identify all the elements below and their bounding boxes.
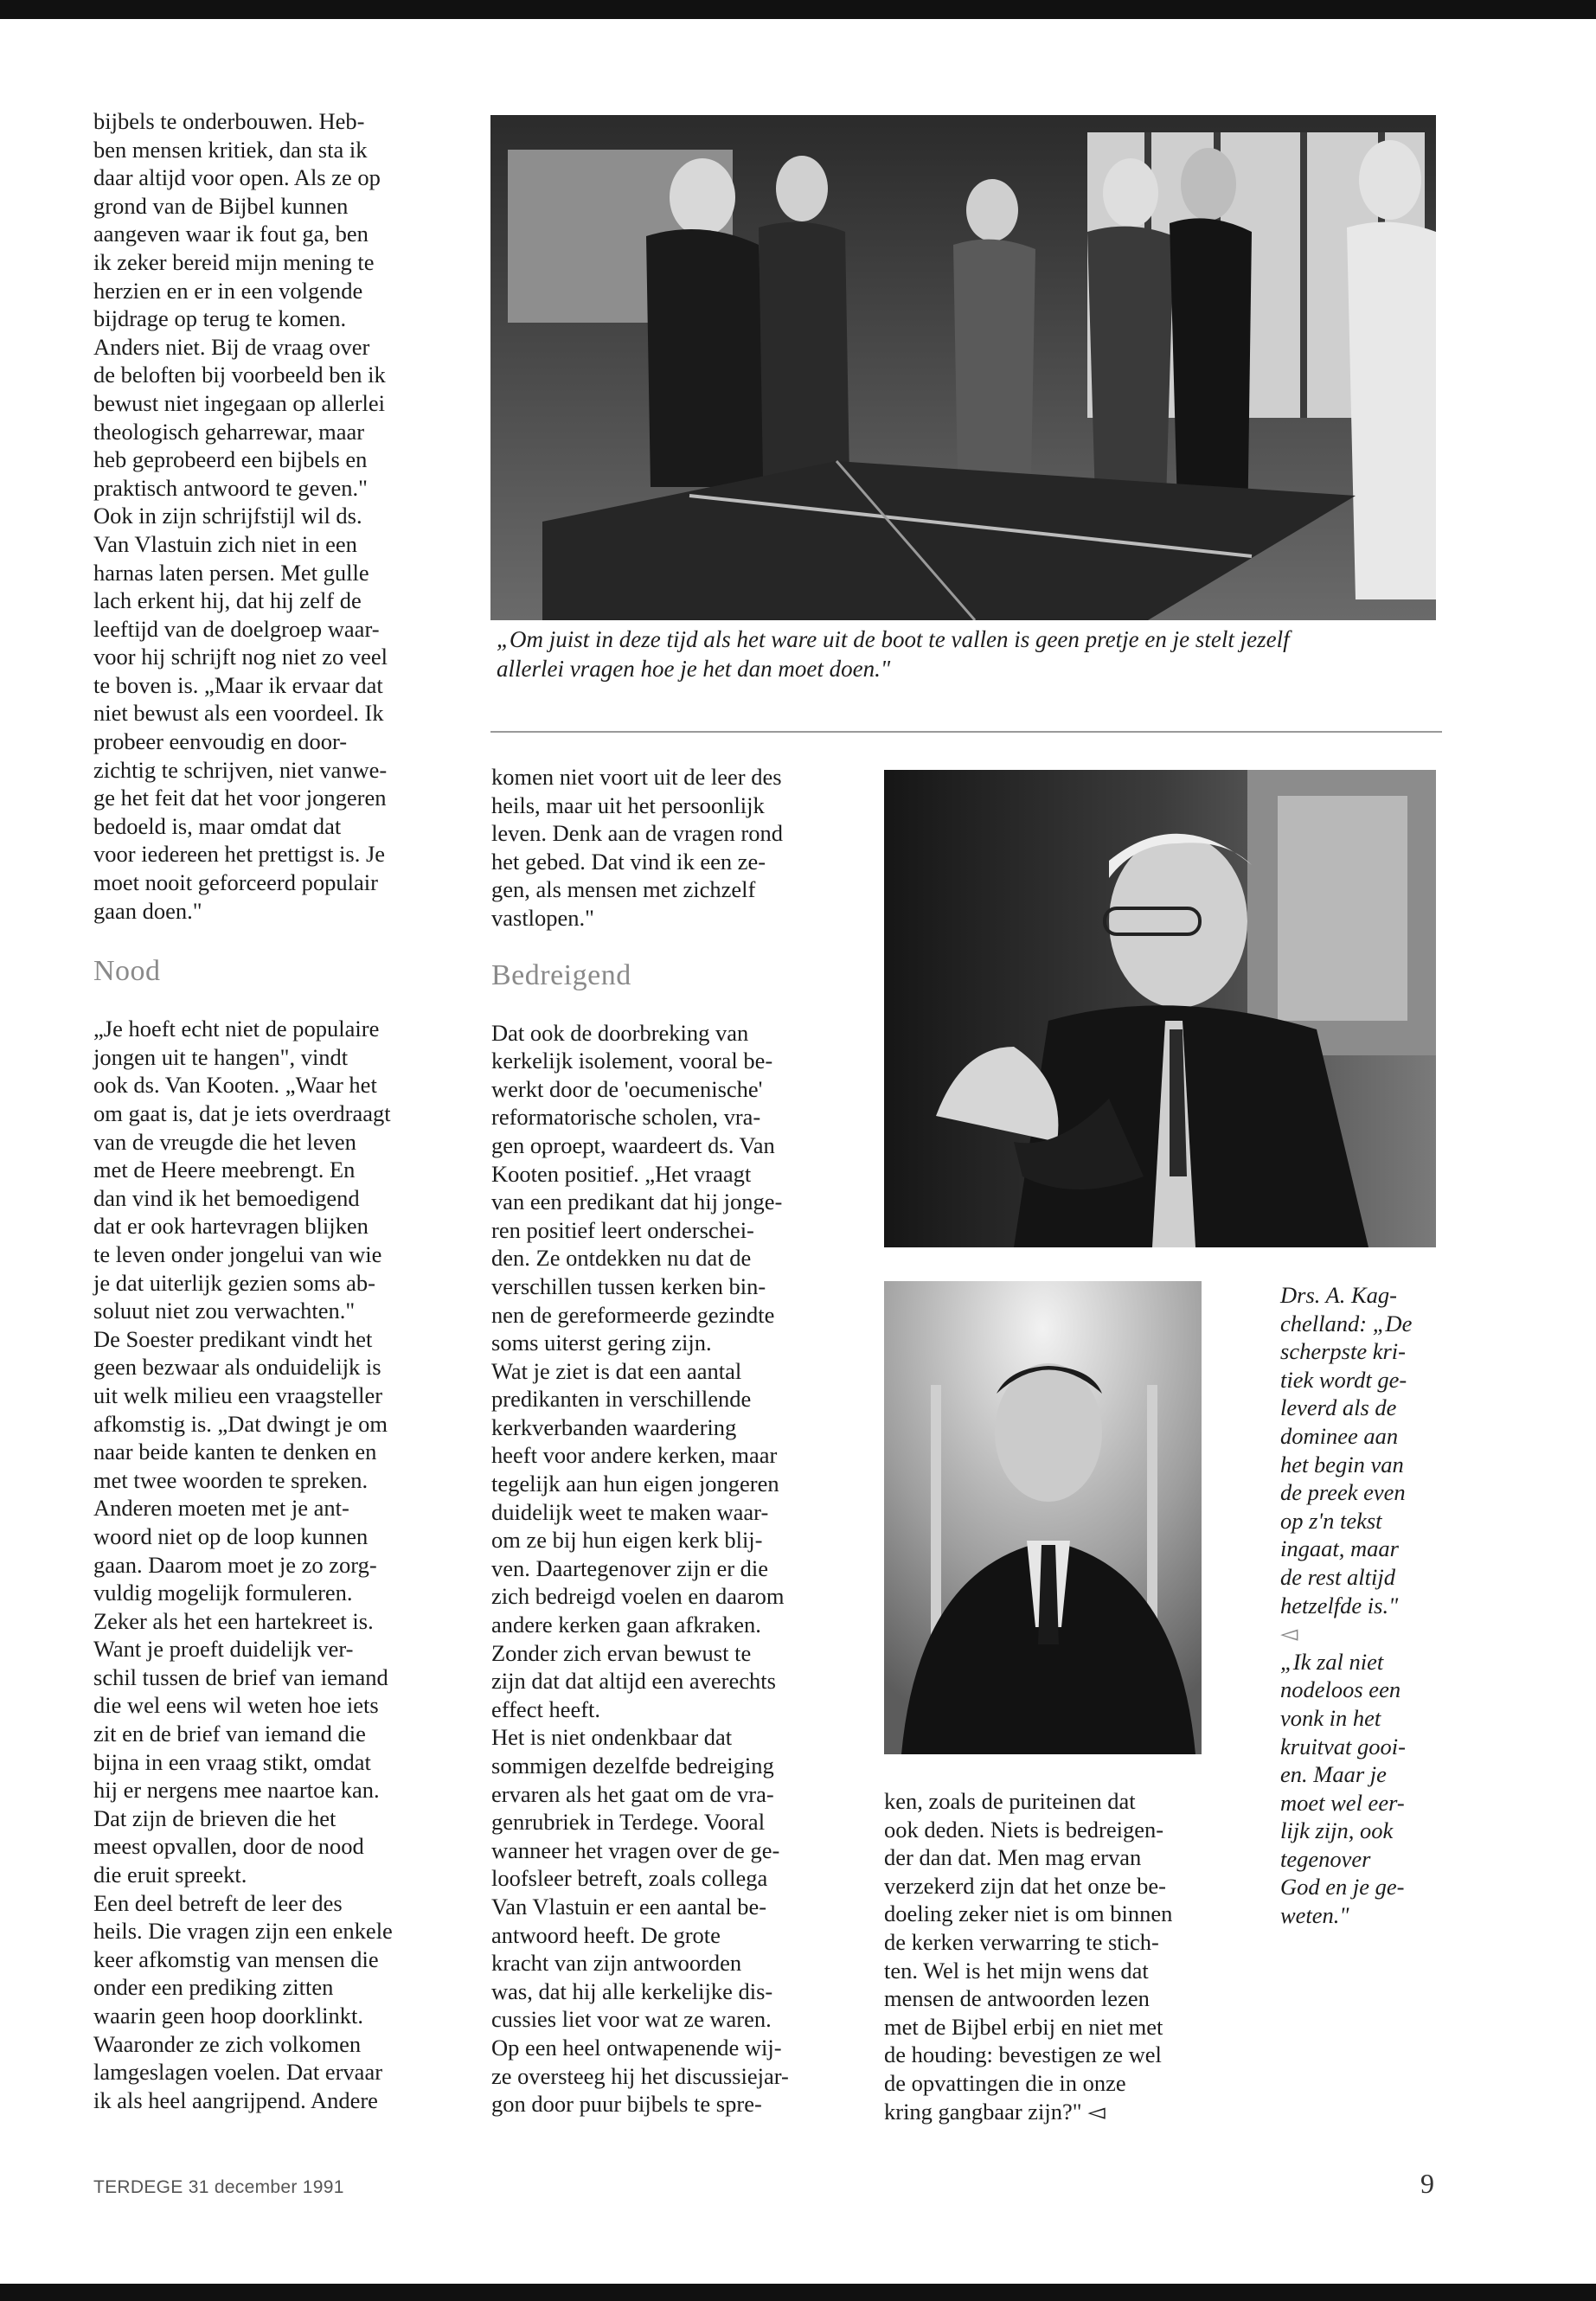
column-3-paragraph-1: ken, zoals de puriteinen dat ook deden. Niets is bedreigen- der dan dat. Men mag ervan verzekerd zijn dat het onze be- doeling zeker niet is om binnen de kerken verwarring te stich- ten. Wel is het mijn wens dat mensen de antwoorden lezen met de Bijbel erbij en niet met de houding: bevestigen ze wel de opvattingen die in onze kring gangbaar zijn?" ◅ xyxy=(884,1788,1173,2125)
heading-bedreigend: Bedreigend xyxy=(491,958,631,991)
column-1-paragraph-2: „Je hoeft echt niet de populaire jongen uit te hangen", vindt ook ds. Van Kooten. „Waar het om gaat is, dat je iets overdraagt van de vreugde die het leven met de Heere meebrengt. En dan vind ik het bemoedigend dat er ook hartevragen blijken te leven onder jongelui van wie je dat uiterlijk gezien soms ab- soluut niet zou verwachten." De Soester predikant vindt het geen bezwaar als onduidelijk is uit welk milieu een vraagsteller afkomstig is. „Dat dwingt je om naar beide kanten te denken en met twee woorden te spreken. Anderen moeten met je ant- woord niet op de loop kunnen gaan. Daarom moet je zo zorg- vuldig mogelijk formuleren. Zeker als het een hartekreet is. Want je proeft duidelijk ver- schil tussen de brief van iemand die wel eens wil weten hoe iets zit en de brief van iemand die bijna in een vraag stikt, omdat hij er nergens mee naartoe kan. Dat zijn de brieven die het meest opvallen, door de nood die eruit spreekt. Een deel betreft de leer des heils. Die vragen zijn een enkele keer afkomstig van mensen die onder een prediking zitten waarin geen hoop doorklinkt. Waaronder ze zich volkomen lamgeslagen voelen. Dat ervaar ik als heel aangrijpend. Andere xyxy=(93,1016,393,2113)
column-2-paragraph-2: Dat ook de doorbreking van kerkelijk isolement, vooral be- werkt door de 'oecumenische' reformatorische scholen, vra- gen oproept, waardeert ds. Van Kooten positief. „Het vraagt van een predikant dat hij jonge- ren positief leert onderschei- den. Ze ontdekken nu dat de verschillen tussen kerken bin- nen de gereformeerde gezindte soms uiterst gering zijn. Wat je ziet is dat een aantal predikanten in verschillende kerkverbanden waardering heeft voor andere kerken, maar tegelijk aan hun eigen jongeren duidelijk weet te maken waar- om ze bij hun eigen kerk blij- ven. Daartegenover zijn er die zich bedreigd voelen en daarom andere kerken gaan afkraken. Zonder zich ervan bewust te zijn dat dat altijd een averechts effect heeft. Het is niet ondenkbaar dat sommigen dezelfde bedreiging ervaren als het gaat om de vra- genrubriek in Terdege. Vooral wanneer het vragen over de ge- loofsleer betreft, zoals collega Van Vlastuin er een aantal be- antwoord heeft. De grote kracht van zijn antwoorden was, dat hij alle kerkelijke dis- cussies liet voor wat ze waren. Op een heel ontwapenende wij- ze oversteeg hij het discussiejar- gon door puur bijbels te spre- xyxy=(491,1019,789,2118)
sidebar-quote-kagchelland: Drs. A. Kag- chelland: „De scherpste kri- tiek wordt ge- leverd als de dominee aan het begin van de preek even op z'n tekst ingaat, maar de rest altijd hetzelfde is." xyxy=(1280,1282,1413,1618)
heading-nood: Nood xyxy=(93,955,161,988)
footer-publication: TERDEGE 31 december 1991 xyxy=(93,2177,344,2197)
page-number: 9 xyxy=(1420,2168,1434,2199)
photo-portrait xyxy=(884,1281,1202,1754)
column-1 xyxy=(93,107,455,2114)
sidebar-quotes xyxy=(1280,1281,1440,1930)
top-border xyxy=(0,0,1596,19)
column-1-paragraph-1: bijbels te onderbouwen. Heb- ben mensen kritiek, dan sta ik daar altijd voor open. Als ze op grond van de Bijbel kunnen aangeven waar ik fout ga, ben ik zeker bereid mijn mening te herzien en er in een volgende bijdrage op terug te komen. Anders niet. Bij de vraag over de beloften bij voorbeeld ben ik bewust niet ingegaan op allerlei theologisch geharrewar, maar heb geprobeerd een bijbels en praktisch antwoord te geven." Ook in zijn schrijfstijl wil ds. Van Vlastuin zich niet in een harnas laten persen. Met gulle lach erkent hij, dat hij zelf de leeftijd van de doelgroep waar- voor hij schrijft nog niet zo veel te boven is. „Maar ik ervaar dat niet bewust als een voordeel. Ik probeer eenvoudig en door- zichtig te schrijven, niet vanwe- ge het feit dat het voor jongeren bedoeld is, maar omdat dat voor iedereen het prettigst is. Je moet nooit geforceerd populair gaan doen." xyxy=(93,108,388,924)
photo-table-tennis xyxy=(490,115,1436,620)
section-divider xyxy=(490,731,1442,733)
column-2-paragraph-1: komen niet voort uit de leer des heils, maar uit het persoonlijk leven. Denk aan de vragen rond het gebed. Dat vind ik een ze- gen, als mensen met zichzelf vastlopen." xyxy=(491,764,783,931)
bottom-border xyxy=(0,2284,1596,2301)
photo-kagchelland xyxy=(884,770,1436,1247)
triangle-marker: ◅ xyxy=(1280,1620,1298,1647)
column-3 xyxy=(884,1787,1230,2125)
column-2 xyxy=(491,763,855,2118)
sidebar-quote-kruitvat: „Ik zal niet nodeloos een vonk in het kruitvat gooi- en. Maar je moet wel eer- lijk zijn, ook tegenover God en je ge- weten." xyxy=(1280,1648,1406,1929)
photo-1-caption: „Om juist in deze tijd als het ware uit de boot te vallen is geen pretje en je stelt jezelf allerlei vragen hoe je het dan moet doen." xyxy=(497,626,1290,682)
